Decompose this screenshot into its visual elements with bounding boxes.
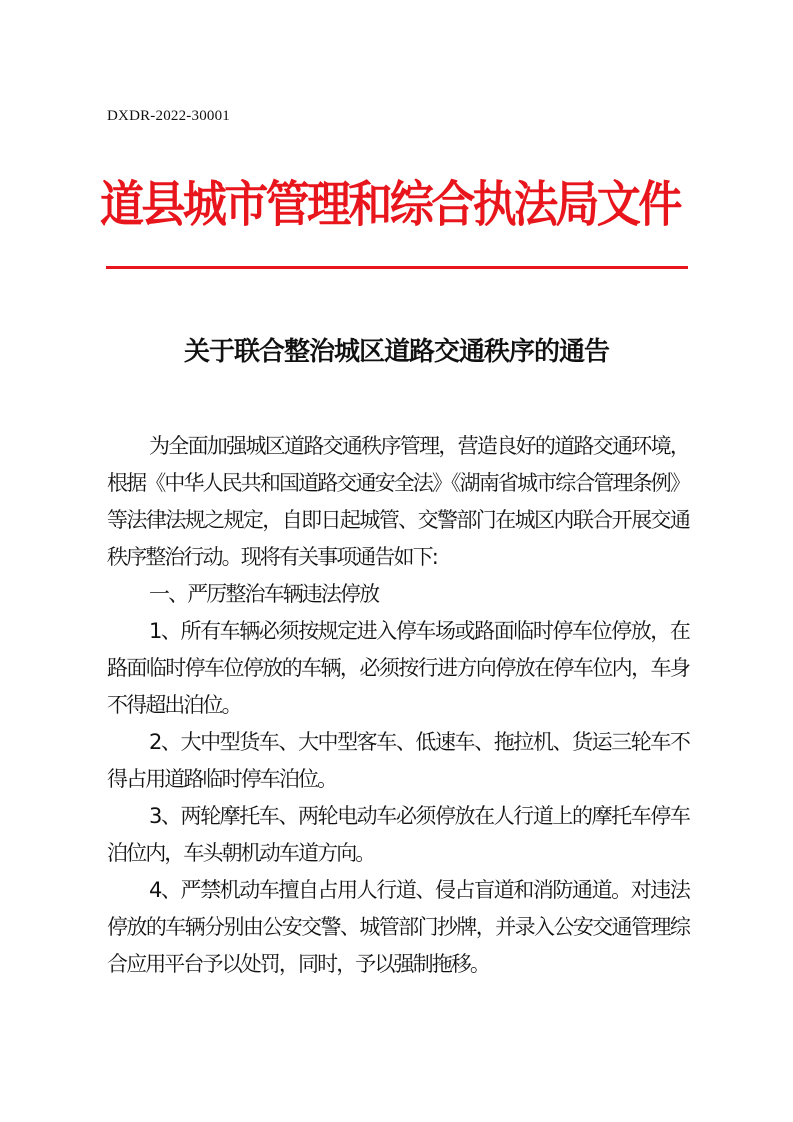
- paragraph-item-2: 2、大中型货车、大中型客车、低速车、拖拉机、货运三轮车不得占用道路临时停车泊位。: [107, 730, 689, 791]
- notice-body: [107, 428, 689, 983]
- paragraph-intro: 为全面加强城区道路交通秩序管理，营造良好的道路交通环境，根据《中华人民共和国道路交通安全法》《湖南省城市综合管理条例》等法律法规之规定，自即日起城管、交警部门在城区内联合开展交通秩序整治行动。现将有关事项通告如下:: [107, 434, 689, 569]
- paragraph-item-1: 1、所有车辆必须按规定进入停车场或路面临时停车位停放，在路面临时停车位停放的车辆，必须按行进方向停放在停车位内，车身不得超出泊位。: [107, 619, 689, 717]
- paragraph-item-3: 3、两轮摩托车、两轮电动车必须停放在人行道上的摩托车停车泊位内，车头朝机动车道方向。: [107, 804, 689, 865]
- issuer-title: 道县城市管理和综合执法局文件: [100, 175, 680, 233]
- paragraph-item-4: 4、严禁机动车擅自占用人行道、侵占盲道和消防通道。对违法停放的车辆分别由公安交警、城管部门抄牌，并录入公安交通管理综合应用平台予以处罚，同时，予以强制拖移。: [107, 878, 689, 976]
- notice-title: 关于联合整治城区道路交通秩序的通告: [183, 337, 609, 367]
- red-divider-line: [106, 266, 688, 269]
- document-number: DXDR-2022-30001: [107, 108, 230, 124]
- paragraph-section-heading: 一、严厉整治车辆违法停放: [149, 582, 379, 606]
